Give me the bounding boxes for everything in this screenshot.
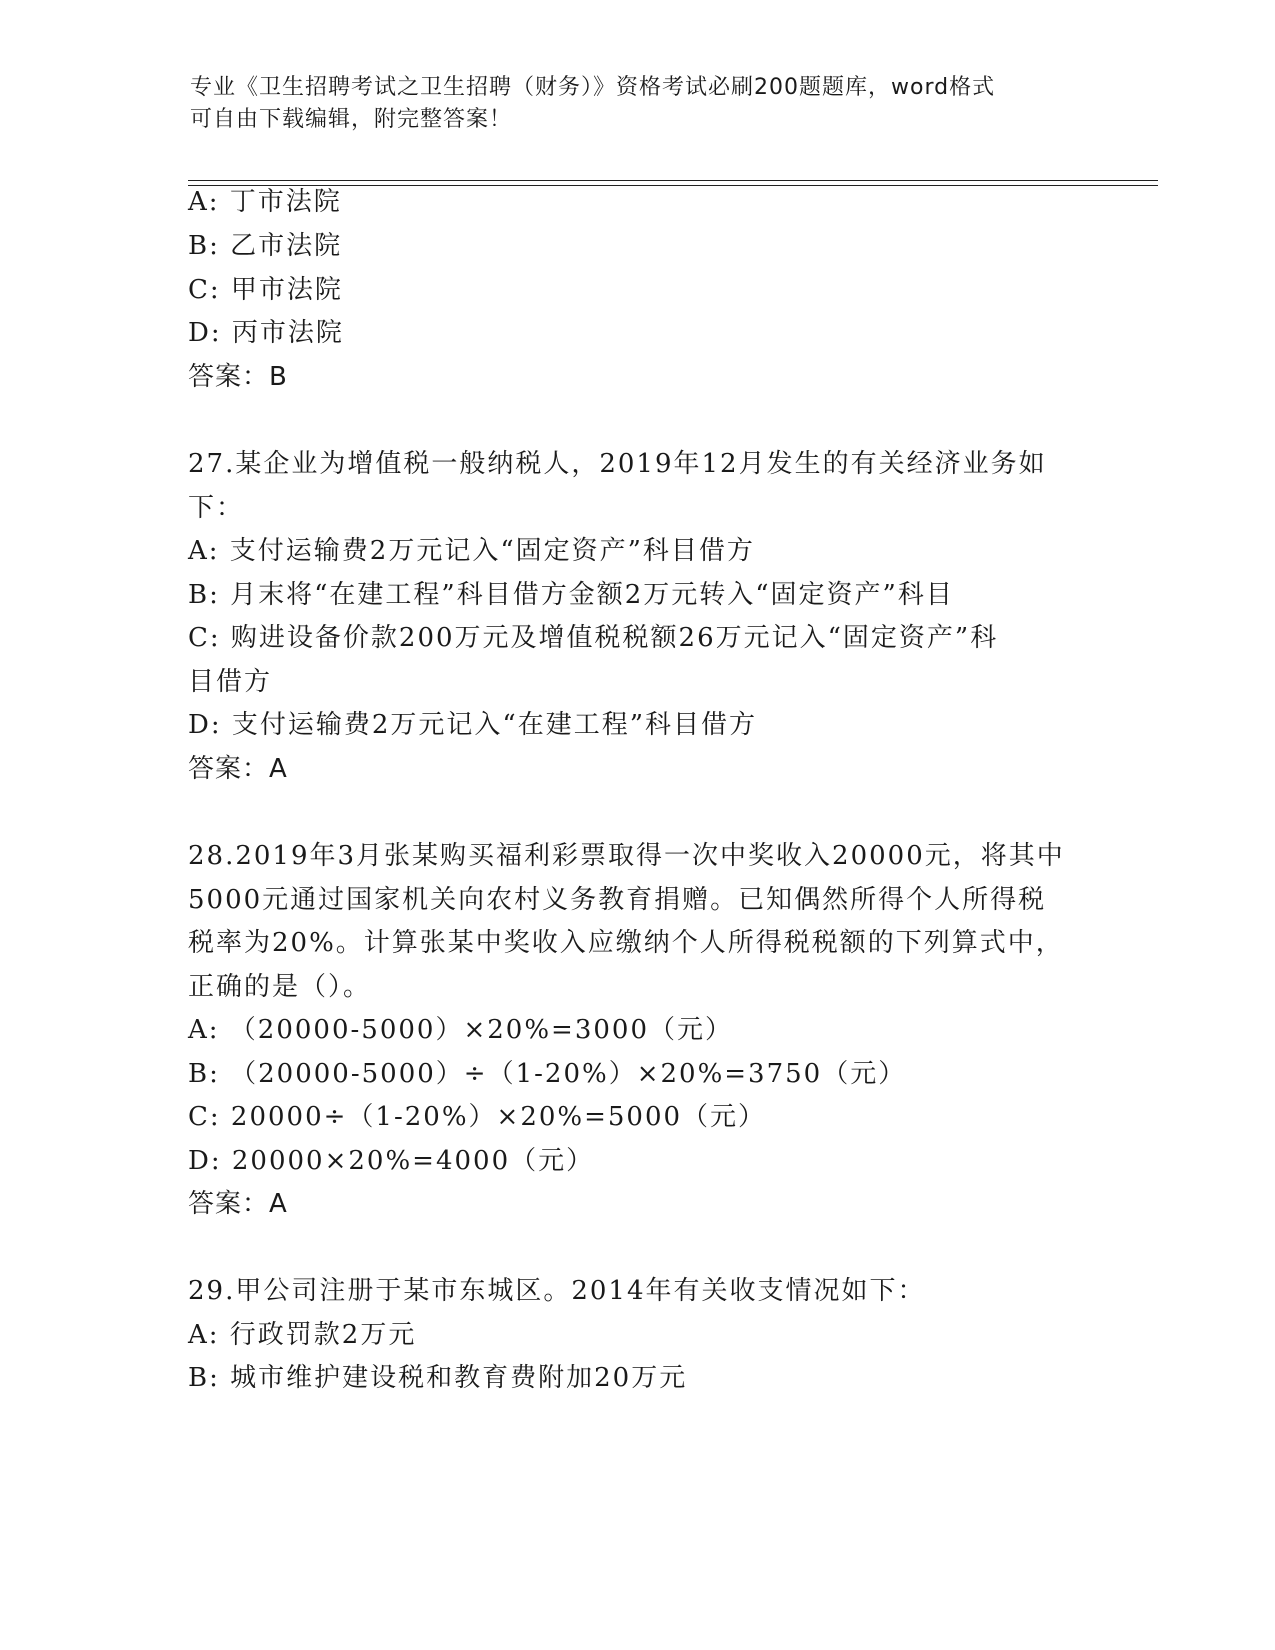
q27-option-c: C: 购进设备价款200万元及增值税税额26万元记入“固定资产”科 (188, 623, 999, 653)
q28-option-c: C: 20000÷（1-20%）×20%=5000（元） (188, 1102, 767, 1132)
q27-option-b: B: 月末将“在建工程”科目借方金额2万元转入“固定资产”科目 (188, 580, 954, 610)
q27-stem-line-1: 27.某企业为增值税一般纳税人，2019年12月发生的有关经济业务如 (188, 449, 1047, 479)
document-header (190, 72, 1090, 136)
q28-stem-line-4: 正确的是（）。 (188, 972, 372, 1002)
q29-option-b: B: 城市维护建设税和教育费附加20万元 (188, 1363, 688, 1393)
q27-answer: 答案：A (188, 754, 288, 784)
q26-option-d: D: 丙市法院 (188, 318, 344, 348)
q26-option-c: C: 甲市法院 (188, 275, 343, 305)
header-line-2: 可自由下载编辑，附完整答案！ (190, 107, 513, 132)
q28-option-d: D: 20000×20%=4000（元） (188, 1146, 595, 1176)
q26-option-b: B: 乙市法院 (188, 231, 343, 261)
q29-option-a: A: 行政罚款2万元 (188, 1320, 417, 1350)
q27-stem-line-2: 下： (188, 493, 245, 523)
q26-option-a: A: 丁市法院 (188, 187, 342, 217)
q28-stem-line-3: 税率为20%。计算张某中奖收入应缴纳个人所得税税额的下列算式中， (188, 928, 1064, 958)
q27-option-d: D: 支付运输费2万元记入“在建工程”科目借方 (188, 710, 757, 740)
q29-stem-line-1: 29.甲公司注册于某市东城区。2014年有关收支情况如下： (188, 1276, 926, 1306)
header-divider-bottom (188, 185, 1158, 186)
header-divider-top (188, 180, 1158, 181)
q27-option-a: A: 支付运输费2万元记入“固定资产”科目借方 (188, 536, 755, 566)
header-line-1: 专业《卫生招聘考试之卫生招聘（财务）》资格考试必刷200题题库，word格式 (190, 75, 996, 100)
q28-stem-line-1: 28.2019年3月张某购买福利彩票取得一次中奖收入20000元，将其中 (188, 841, 1065, 871)
q27-option-c-cont: 目借方 (188, 667, 273, 697)
q28-stem-line-2: 5000元通过国家机关向农村义务教育捐赠。已知偶然所得个人所得税 (188, 885, 1047, 915)
q28-option-a: A: （20000-5000）×20%=3000（元） (188, 1015, 733, 1045)
q28-option-b: B: （20000-5000）÷（1-20%）×20%=3750（元） (188, 1059, 907, 1089)
q28-answer: 答案：A (188, 1189, 288, 1219)
q26-answer: 答案：B (188, 362, 288, 392)
